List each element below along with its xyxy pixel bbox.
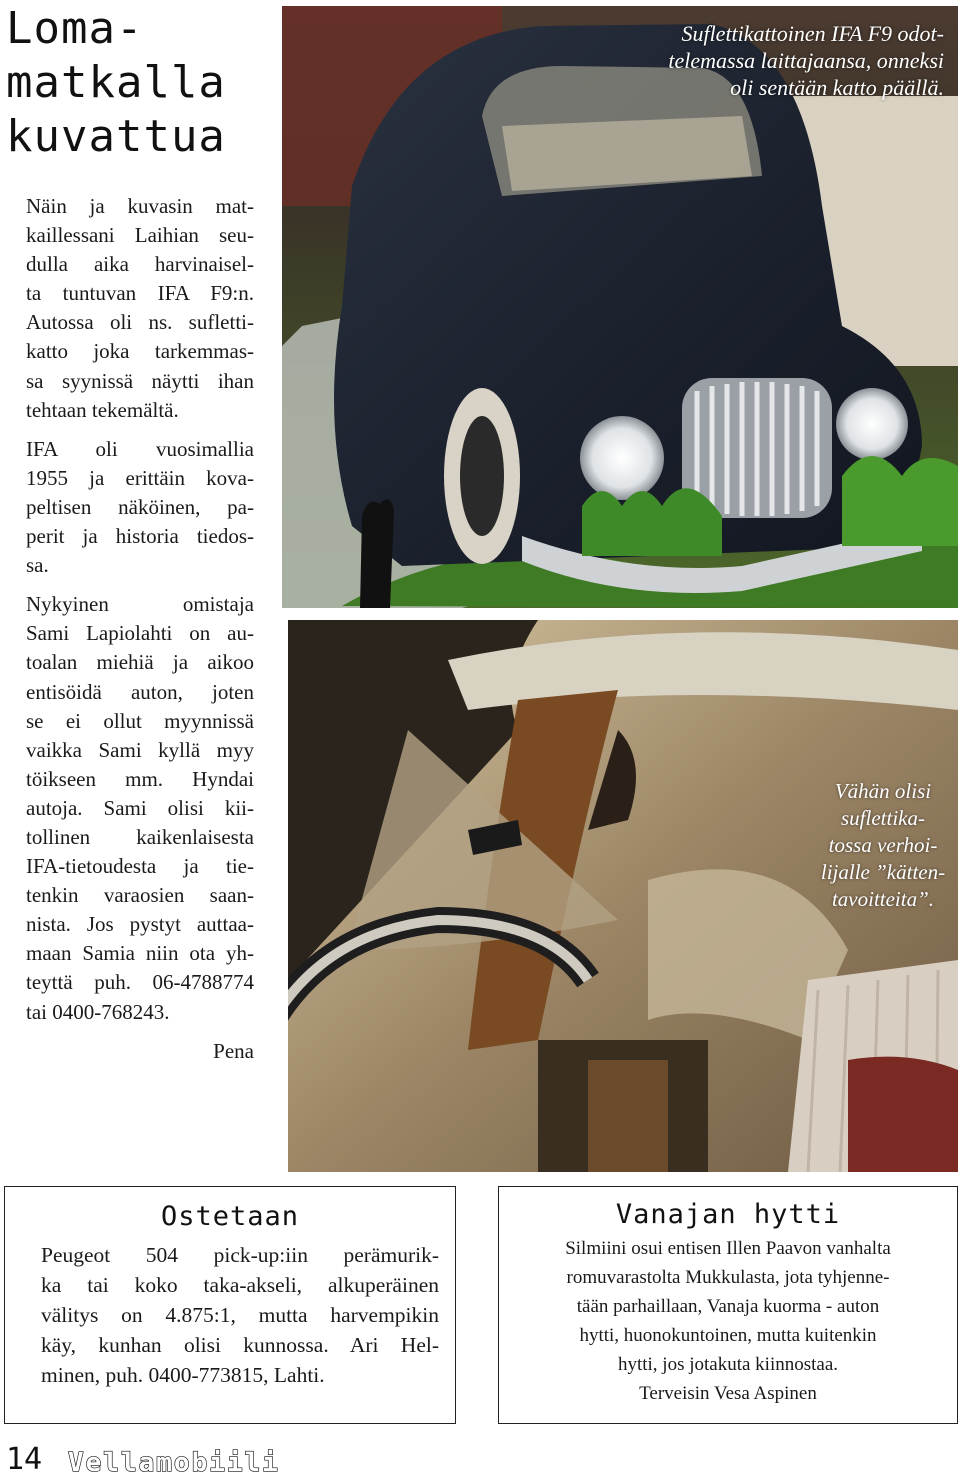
text-line: Näin ja kuvasin mat- [26,194,254,218]
caption-line: tossa verhoi- [828,833,938,857]
ad-vanaja-text [513,1234,943,1408]
text-line: Autossa oli ns. sufletti- [26,310,254,335]
text-line: tään parhaillaan, Vanaja kuorma - auton [576,1296,880,1317]
paragraph-2 [4,435,254,580]
text-line: peltisen näköinen, pa- [26,494,254,519]
text-line: teyttä puh. 06-4788774 [26,970,254,995]
ad-vanajan-hytti [498,1186,958,1424]
ad-ostetaan-title: Ostetaan [160,1201,300,1232]
car-exterior-caption [524,20,944,101]
ad-ostetaan [4,1186,456,1424]
caption-line: Suflettikattoinen IFA F9 odot- [681,21,944,46]
text-line: nista. Jos pystyt auttaa- [26,912,254,937]
text-line: ta tuntuvan IFA F9:n. [26,281,254,306]
text-line: töikseen mm. Hyndai [26,766,254,791]
article-body [4,192,254,1076]
text-line: IFA-tietoudesta ja tie- [26,854,254,879]
text-line: se ei ollut myynnissä [26,708,254,733]
text-line: hytti, huonokuntoinen, mutta kuitenkin [579,1325,877,1346]
text-line: tai 0400-768243. [26,999,170,1024]
text-line: 1955 ja erittäin kova- [26,465,254,490]
car-interior-caption [808,778,958,913]
paragraph-3 [4,590,254,1026]
caption-line: suflettika- [841,806,925,830]
text-line: Sami Lapiolahti on au- [26,621,254,646]
caption-line: tavoitteita”. [831,887,935,911]
text-line: kaillessani Laihian seu- [26,223,254,248]
text-line: IFA oli vuosimallia [26,436,254,461]
text-line: tehtaan tekemältä. [26,397,179,422]
caption-line: Vähän olisi [834,779,932,803]
ad-ostetaan-text [41,1240,439,1390]
text-line: sa syynissä näytti ihan [26,368,254,393]
text-line: Peugeot 504 pick-up:iin perämurik- [41,1243,439,1267]
article-signature: Pena [213,1038,254,1063]
ad-vanaja-title: Vanajan hytti [615,1199,841,1230]
page-number: 14 [6,1442,43,1477]
headline [6,2,276,164]
magazine-logo: Vellamobiili [68,1448,280,1478]
headline-line-1: Loma- [6,3,144,54]
text-line: toalan miehiä ja aikoo [26,650,254,675]
car-interior-photo [288,620,958,1172]
text-line: tollinen kaikenlaisesta [26,824,254,849]
text-line: katto joka tarkemmas- [26,339,254,364]
text-line: romuvarastolta Mukkulasta, jota tyhjenne- [566,1267,890,1288]
paragraph-1 [4,192,254,425]
ad-vanaja-signature: Terveisin Vesa Aspinen [639,1383,817,1404]
text-line: perit ja historia tiedos- [26,524,254,549]
text-line: sa. [26,553,49,578]
text-line: ka tai koko taka-akseli, alkuperäinen [41,1273,439,1297]
car-exterior-photo [282,6,958,608]
headline-line-2: matkalla [6,57,226,108]
text-line: välitys on 4.875:1, mutta harvempikin [41,1303,439,1327]
caption-line: lijalle ”kätten- [820,860,946,884]
caption-line: telemassa laittajaansa, onneksi [668,48,944,73]
caption-line: oli sentään katto päällä. [730,75,944,100]
text-line: autoja. Sami olisi kii- [26,795,254,820]
headline-line-3: kuvattua [6,111,226,162]
text-line: entisöidä auton, joten [26,679,254,704]
text-line: käy, kunhan olisi kunnossa. Ari Hel- [41,1333,439,1357]
text-line: Nykyinen omistaja [26,592,254,617]
text-line: vaikka Sami kyllä myy [26,737,254,762]
text-line: Silmiini osui entisen Illen Paavon vanhalta [565,1238,891,1259]
text-line: dulla aika harvinaisel- [26,252,254,277]
text-line: maan Samia niin ota yh- [26,941,254,966]
text-line: hytti, jos jotakuta kiinnostaa. [617,1354,839,1375]
text-line: minen, puh. 0400-773815, Lahti. [41,1363,325,1387]
text-line: tenkin varaosien saan- [26,883,254,908]
